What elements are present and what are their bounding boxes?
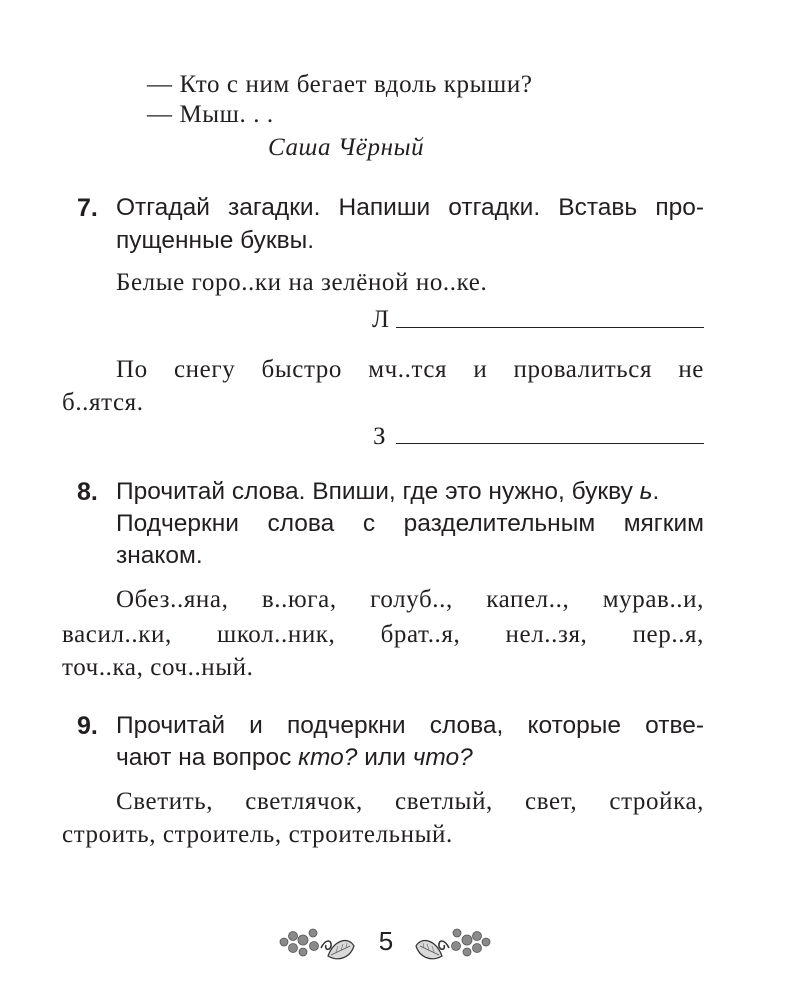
task-8-words-line-2: васил..ки, школ..ник, брат..я, нел..зя, пер..я, xyxy=(62,621,704,648)
task-7-number: 7. xyxy=(77,194,98,222)
task-8-instruction-line-1-period: . xyxy=(652,478,660,505)
page-number: 5 xyxy=(378,926,394,956)
task-7-answer-2-line[interactable] xyxy=(396,443,704,444)
task-8-soft-sign-letter: ь xyxy=(639,478,653,505)
task-9-number: 9. xyxy=(77,712,98,740)
task-8-instruction-line-1-text: Прочитай слова. Впиши, где это нужно, букву xyxy=(116,478,633,505)
right-ornament-icon xyxy=(414,918,494,964)
task-9-instruction-line-2-text: чают на вопрос xyxy=(116,744,292,771)
poem-line-2: — Мыш. . . xyxy=(147,101,274,128)
task-9-instruction-line-1: Прочитай и подчеркни слова, которые отве- xyxy=(116,712,704,739)
task-9-words-line-1: Светить, светлячок, светлый, свет, стройка, xyxy=(116,788,704,815)
left-ornament-icon xyxy=(276,918,356,964)
task-9-instruction-line-2-or: или xyxy=(364,744,406,771)
task-7-riddle-2-line-1: По снегу быстро мч..тся и провалиться не xyxy=(116,356,704,383)
task-9-instruction-line-2 xyxy=(116,744,473,772)
task-7-instruction-line-2: пущенные буквы. xyxy=(116,227,315,254)
task-8-instruction-line-3: знаком. xyxy=(116,542,203,569)
task-8-words-line-3: точ..ка, соч..ный. xyxy=(62,654,254,681)
task-7-answer-2-letter: З xyxy=(373,423,387,450)
task-8-instruction-line-1 xyxy=(116,478,659,506)
task-9-question-who: кто? xyxy=(298,744,358,771)
task-8-words-line-1: Обез..яна, в..юга, голуб.., капел.., мурав..и, xyxy=(116,586,704,613)
task-9-words-line-2: строить, строитель, строительный. xyxy=(62,821,453,848)
task-7-answer-1-letter: Л xyxy=(372,306,390,333)
task-7-answer-1-line[interactable] xyxy=(396,327,704,328)
task-7-riddle-1: Белые горо..ки на зелёной но..ке. xyxy=(116,269,488,296)
poem-line-1: — Кто с ним бегает вдоль крыши? xyxy=(147,71,533,98)
task-8-number: 8. xyxy=(77,478,98,506)
task-8-instruction-line-2: Подчеркни слова с разделительным мягким xyxy=(116,510,704,537)
task-7-instruction-line-1: Отгадай загадки. Напиши отгадки. Вставь про- xyxy=(116,194,704,221)
task-9-question-what: что? xyxy=(412,744,473,771)
task-7-riddle-2-line-2: б..ятся. xyxy=(62,389,144,416)
poem-author: Саша Чёрный xyxy=(268,134,425,161)
